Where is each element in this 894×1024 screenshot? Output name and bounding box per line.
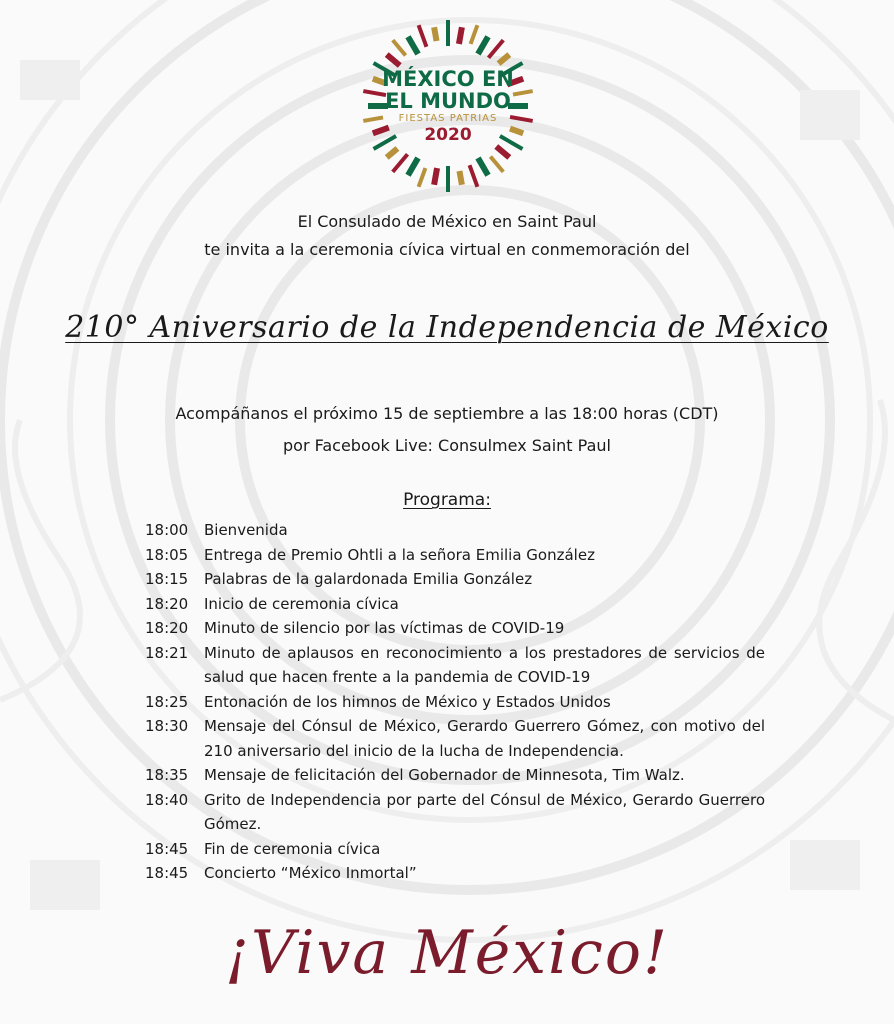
logo-ray — [478, 37, 488, 54]
schedule-description: Fin de ceremonia cívica — [204, 839, 381, 858]
schedule-description: Concierto “México Inmortal” — [204, 864, 417, 882]
logo-ray — [419, 25, 427, 47]
logo-ray — [459, 171, 461, 185]
schedule-row — [145, 592, 765, 617]
schedule-description: Entrega de Premio Ohtli a la señora Emilia González — [204, 545, 595, 564]
invitation-details — [0, 398, 894, 462]
logo-ray — [471, 25, 478, 44]
schedule-time: 18:45 — [145, 839, 189, 858]
logo-ray — [478, 158, 488, 175]
logo-ray — [496, 146, 509, 157]
title-text: 210° Aniversario de la Independencia de México — [65, 310, 829, 345]
logo-ray — [513, 91, 533, 94]
logo-ray — [419, 168, 426, 187]
schedule-row — [145, 690, 765, 715]
logo-ray — [500, 136, 523, 149]
intro-line-2: te invita a la ceremonia cívica virtual en conmemoración del — [204, 240, 690, 259]
invite-line-2: por Facebook Live: Consulmex Saint Paul — [283, 436, 611, 455]
logo-ray — [488, 40, 503, 58]
schedule-description: Minuto de aplausos en reconocimiento a los prestadores de servicios de salud que hacen frente a la pandemia de COVID-19 — [204, 643, 765, 686]
logo-ray — [373, 128, 389, 134]
schedule-row — [145, 763, 765, 788]
schedule-time: 18:30 — [145, 717, 189, 735]
schedule-time: 18:25 — [145, 692, 189, 711]
logo-ray — [434, 168, 437, 185]
schedule-description: Palabras de la galardonada Emilia González — [204, 570, 533, 588]
schedule-time: 18:20 — [145, 619, 189, 637]
logo-ray — [470, 165, 478, 187]
schedule-row — [145, 714, 765, 763]
logo-ray — [393, 154, 408, 172]
logo-ray — [408, 37, 418, 54]
schedule-time: 18:45 — [145, 864, 189, 882]
schedule-time: 18:00 — [145, 521, 189, 539]
schedule-time: 18:40 — [145, 790, 189, 809]
logo-line-1: MÉXICO EN — [382, 67, 514, 91]
program-schedule — [145, 518, 765, 886]
logo-ray — [363, 117, 383, 120]
logo-year: 2020 — [424, 125, 472, 145]
schedule-row — [145, 567, 765, 592]
mexico-en-el-mundo-logo — [357, 16, 539, 192]
logo-ray — [499, 55, 510, 64]
schedule-time: 18:15 — [145, 570, 189, 588]
logo-ray — [393, 40, 406, 55]
logo-line-2: EL MUNDO — [385, 89, 511, 113]
schedule-description: Entonación de los himnos de México y Estados Unidos — [204, 692, 611, 711]
schedule-row — [145, 518, 765, 543]
program-heading: Programa: — [403, 490, 491, 510]
schedule-description: Grito de Independencia por parte del Cónsul de México, Gerardo Guerrero Gómez. — [204, 790, 765, 833]
schedule-row — [145, 861, 765, 886]
schedule-time: 18:20 — [145, 594, 189, 613]
logo-ray — [374, 136, 397, 149]
schedule-time: 18:35 — [145, 766, 189, 784]
invite-line-1: Acompáñanos el próximo 15 de septiembre a las 18:00 horas (CDT) — [175, 404, 719, 423]
closing-slogan: ¡Viva México! — [224, 918, 670, 988]
logo-ray — [363, 91, 386, 95]
schedule-description: Inicio de ceremonia cívica — [204, 594, 399, 613]
schedule-description: Mensaje del Cónsul de México, Gerardo Guerrero Gómez, con motivo del 210 aniversario del inicio de la lucha de Independencia. — [204, 717, 765, 760]
logo-ray — [459, 27, 462, 44]
intro-text — [0, 208, 894, 264]
logo-ray — [387, 148, 398, 157]
page-title — [0, 310, 894, 345]
schedule-row — [145, 616, 765, 641]
logo-ray — [434, 27, 436, 41]
logo-ray — [387, 55, 400, 66]
logo-line-3: FIESTAS PATRIAS — [398, 113, 498, 124]
schedule-row — [145, 641, 765, 690]
intro-line-1: El Consulado de México en Saint Paul — [297, 212, 597, 231]
logo-ray — [408, 158, 418, 175]
logo-ray — [510, 129, 523, 134]
schedule-description: Mensaje de felicitación del Gobernador de Minnesota, Tim Walz. — [204, 766, 685, 784]
schedule-time: 18:21 — [145, 643, 189, 662]
logo-ray — [490, 157, 503, 172]
schedule-row — [145, 788, 765, 837]
schedule-time: 18:05 — [145, 545, 189, 564]
schedule-row — [145, 543, 765, 568]
schedule-description: Minuto de silencio por las víctimas de COVID-19 — [204, 619, 565, 637]
schedule-row — [145, 837, 765, 862]
schedule-description: Bienvenida — [204, 521, 288, 539]
logo-ray — [510, 117, 533, 121]
